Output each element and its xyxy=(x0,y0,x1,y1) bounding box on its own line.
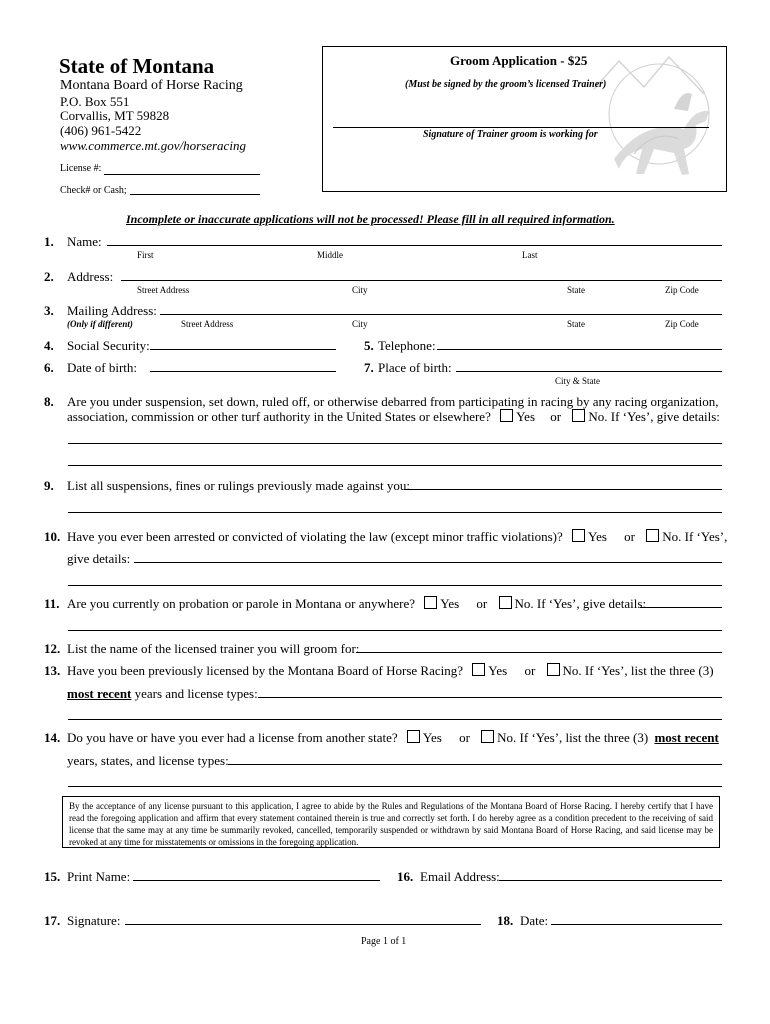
q17-number: 17. xyxy=(44,913,61,928)
agreement-box xyxy=(62,796,720,848)
horse-racing-watermark-icon xyxy=(574,49,724,189)
q4-number: 4. xyxy=(44,338,54,353)
q10-details-line[interactable] xyxy=(68,585,722,586)
q5-label: Telephone: xyxy=(378,338,436,353)
address-state-caption: State xyxy=(567,285,585,295)
telephone-field[interactable] xyxy=(437,349,722,350)
q13-details-field[interactable] xyxy=(258,697,722,698)
q8-details-line-1[interactable] xyxy=(68,443,722,444)
q6-label: Date of birth: xyxy=(67,360,138,375)
q9-field[interactable] xyxy=(404,489,722,490)
mailing-zip-caption: Zip Code xyxy=(665,319,699,329)
q13-number: 13. xyxy=(44,663,61,678)
ssn-field[interactable] xyxy=(150,349,336,350)
q17-label: Signature: xyxy=(67,913,121,928)
q6-number: 6. xyxy=(44,360,54,375)
address-street-caption: Street Address xyxy=(137,285,190,295)
website: www.commerce.mt.gov/horseracing xyxy=(60,138,246,153)
q14-number: 14. xyxy=(44,730,61,745)
state-title: State of Montana xyxy=(59,54,215,78)
q8-number: 8. xyxy=(44,394,54,409)
q18-number: 18. xyxy=(497,913,514,928)
q11-details-line[interactable] xyxy=(68,630,722,631)
q14-details-line[interactable] xyxy=(68,786,722,787)
q8-no-checkbox[interactable] xyxy=(572,409,585,422)
q7-number: 7. xyxy=(364,360,374,375)
q1-label: Name: xyxy=(67,234,102,249)
q11-yes-checkbox[interactable] xyxy=(424,596,437,609)
q12-field[interactable] xyxy=(356,652,722,653)
q9-details-line[interactable] xyxy=(68,512,722,513)
name-middle-caption: Middle xyxy=(317,250,343,260)
signature-field[interactable] xyxy=(125,924,481,925)
q14-label: Do you have or have you ever had a license from another state? xyxy=(67,730,398,745)
q14-details-field[interactable] xyxy=(228,764,722,765)
q8-no-label: No. If ‘Yes’, give details: xyxy=(588,409,720,424)
q4-label: Social Security: xyxy=(67,338,150,353)
q13-cont: years and license types: xyxy=(131,686,258,701)
q8-yes-label: Yes xyxy=(516,409,536,424)
q13-emphasis: most recent xyxy=(67,686,132,701)
mailing-street-caption: Street Address xyxy=(181,319,234,329)
q12-label: List the name of the licensed trainer you will groom for: xyxy=(67,641,360,656)
q11-details-field[interactable] xyxy=(640,607,722,608)
q10-or: or xyxy=(624,529,635,544)
q13-no-checkbox[interactable] xyxy=(547,663,560,676)
page-number: Page 1 of 1 xyxy=(361,936,407,947)
q10-details-field[interactable] xyxy=(134,562,722,563)
q13-details-line[interactable] xyxy=(68,719,722,720)
city-line: Corvallis, MT 59828 xyxy=(60,108,170,123)
q13-cont-row xyxy=(67,686,258,702)
q3-number: 3. xyxy=(44,303,54,318)
agreement-text: By the acceptance of any license pursuant to this application, I agree to abide by the Rules and Regulations of the Montana Board of Horse Racing. I hereby certify that I have read the foregoing application and affirm that every statement contained therein is true and correctly set forth. I do hereby agree as a condition precedent to the receiving of said license that the same may at any time be summarily revoked, cancelled, temporarily suspended or withdrawn by said Montana Board of Horse Racing, and said license may be revoked at any time for misstatements or omissions in the foregoing application. xyxy=(69,801,713,847)
q8-or: or xyxy=(550,409,562,424)
q14-cont: years, states, and license types: xyxy=(67,753,229,768)
q10-no-checkbox[interactable] xyxy=(646,529,659,542)
mailing-city-caption: City xyxy=(352,319,368,329)
warning-text: Incomplete or inaccurate applications will not be processed! Please fill in all required information. xyxy=(126,212,615,226)
birthplace-field[interactable] xyxy=(456,371,722,372)
q5-number: 5. xyxy=(364,338,374,353)
q1-number: 1. xyxy=(44,234,54,249)
q10-yes-label: Yes xyxy=(587,529,607,544)
q13-row xyxy=(67,663,714,679)
address-field[interactable] xyxy=(121,280,722,281)
q10-yes-checkbox[interactable] xyxy=(572,529,585,542)
po-box: P.O. Box 551 xyxy=(60,94,130,109)
q14-or: or xyxy=(459,730,470,745)
q11-no-checkbox[interactable] xyxy=(499,596,512,609)
q16-label: Email Address: xyxy=(420,869,500,884)
q14-emphasis: most recent xyxy=(654,730,719,745)
q8-row2 xyxy=(67,409,720,425)
print-name-field[interactable] xyxy=(133,880,380,881)
q10-no-label: No. If ‘Yes’, xyxy=(662,529,728,544)
check-label: Check# or Cash; xyxy=(60,185,127,196)
q8-details-line-2[interactable] xyxy=(68,465,722,466)
name-first-caption: First xyxy=(137,250,154,260)
q13-or: or xyxy=(524,663,536,678)
q14-yes-checkbox[interactable] xyxy=(407,730,420,743)
q10-row xyxy=(67,529,727,545)
q13-yes-label: Yes xyxy=(488,663,508,678)
q10-number: 10. xyxy=(44,529,61,544)
license-field[interactable] xyxy=(104,174,260,175)
q9-number: 9. xyxy=(44,478,54,493)
q3-label: Mailing Address: xyxy=(67,303,157,318)
q2-number: 2. xyxy=(44,269,54,284)
q11-yes-label: Yes xyxy=(440,596,460,611)
q13-label: Have you been previously licensed by the Montana Board of Horse Racing? xyxy=(67,663,464,678)
q2-label: Address: xyxy=(67,269,114,284)
q18-label: Date: xyxy=(520,913,549,928)
email-field[interactable] xyxy=(499,880,722,881)
q15-number: 15. xyxy=(44,869,61,884)
mailing-note: (Only if different) xyxy=(67,319,133,329)
address-city-caption: City xyxy=(352,285,368,295)
trainer-signature-field[interactable] xyxy=(333,127,709,128)
date-field[interactable] xyxy=(551,924,722,925)
name-last-caption: Last xyxy=(522,250,538,260)
q11-or: or xyxy=(476,596,488,611)
q11-label: Are you currently on probation or parole in Montana or anywhere? xyxy=(67,596,415,611)
q8-text-line1: Are you under suspension, set down, ruled off, or otherwise debarred from participating in racing by any racing organization, xyxy=(67,394,719,409)
q10-cont: give details: xyxy=(67,551,131,566)
board-name: Montana Board of Horse Racing xyxy=(60,78,243,93)
q14-row xyxy=(67,730,719,746)
q11-number: 11. xyxy=(44,596,60,611)
q11-no-label: No. If ‘Yes’, give details: xyxy=(514,596,647,611)
q12-number: 12. xyxy=(44,641,61,656)
q7-label: Place of birth: xyxy=(378,360,452,375)
birthplace-caption: City & State xyxy=(555,376,600,386)
application-box xyxy=(322,46,727,192)
phone: (406) 961-5422 xyxy=(60,123,142,138)
q13-yes-checkbox[interactable] xyxy=(472,663,485,676)
mailing-address-field[interactable] xyxy=(160,314,722,315)
q14-no-label: No. If ‘Yes’, list the three (3) xyxy=(497,730,649,745)
q8-text-line2: association, commission or other turf authority in the United States or elsewhere? xyxy=(67,409,491,424)
mailing-state-caption: State xyxy=(567,319,585,329)
dob-field[interactable] xyxy=(150,371,336,372)
q13-no-label: No. If ‘Yes’, list the three (3) xyxy=(562,663,714,678)
q16-number: 16. xyxy=(397,869,414,884)
license-label: License #: xyxy=(60,163,102,174)
q14-yes-label: Yes xyxy=(422,730,442,745)
app-title: Groom Application - $25 xyxy=(450,53,588,68)
trainer-signature-caption: Signature of Trainer groom is working for xyxy=(423,129,598,140)
q9-label: List all suspensions, fines or rulings previously made against you: xyxy=(67,478,411,493)
check-field[interactable] xyxy=(130,194,260,195)
app-subtitle: (Must be signed by the groom’s licensed Trainer) xyxy=(405,79,607,90)
q11-row xyxy=(67,596,646,612)
q10-label: Have you ever been arrested or convicted of violating the law (except minor traffic violations)? xyxy=(67,529,563,544)
name-field[interactable] xyxy=(107,245,722,246)
address-zip-caption: Zip Code xyxy=(665,285,699,295)
q14-no-checkbox[interactable] xyxy=(481,730,494,743)
q8-yes-checkbox[interactable] xyxy=(500,409,513,422)
q15-label: Print Name: xyxy=(67,869,131,884)
